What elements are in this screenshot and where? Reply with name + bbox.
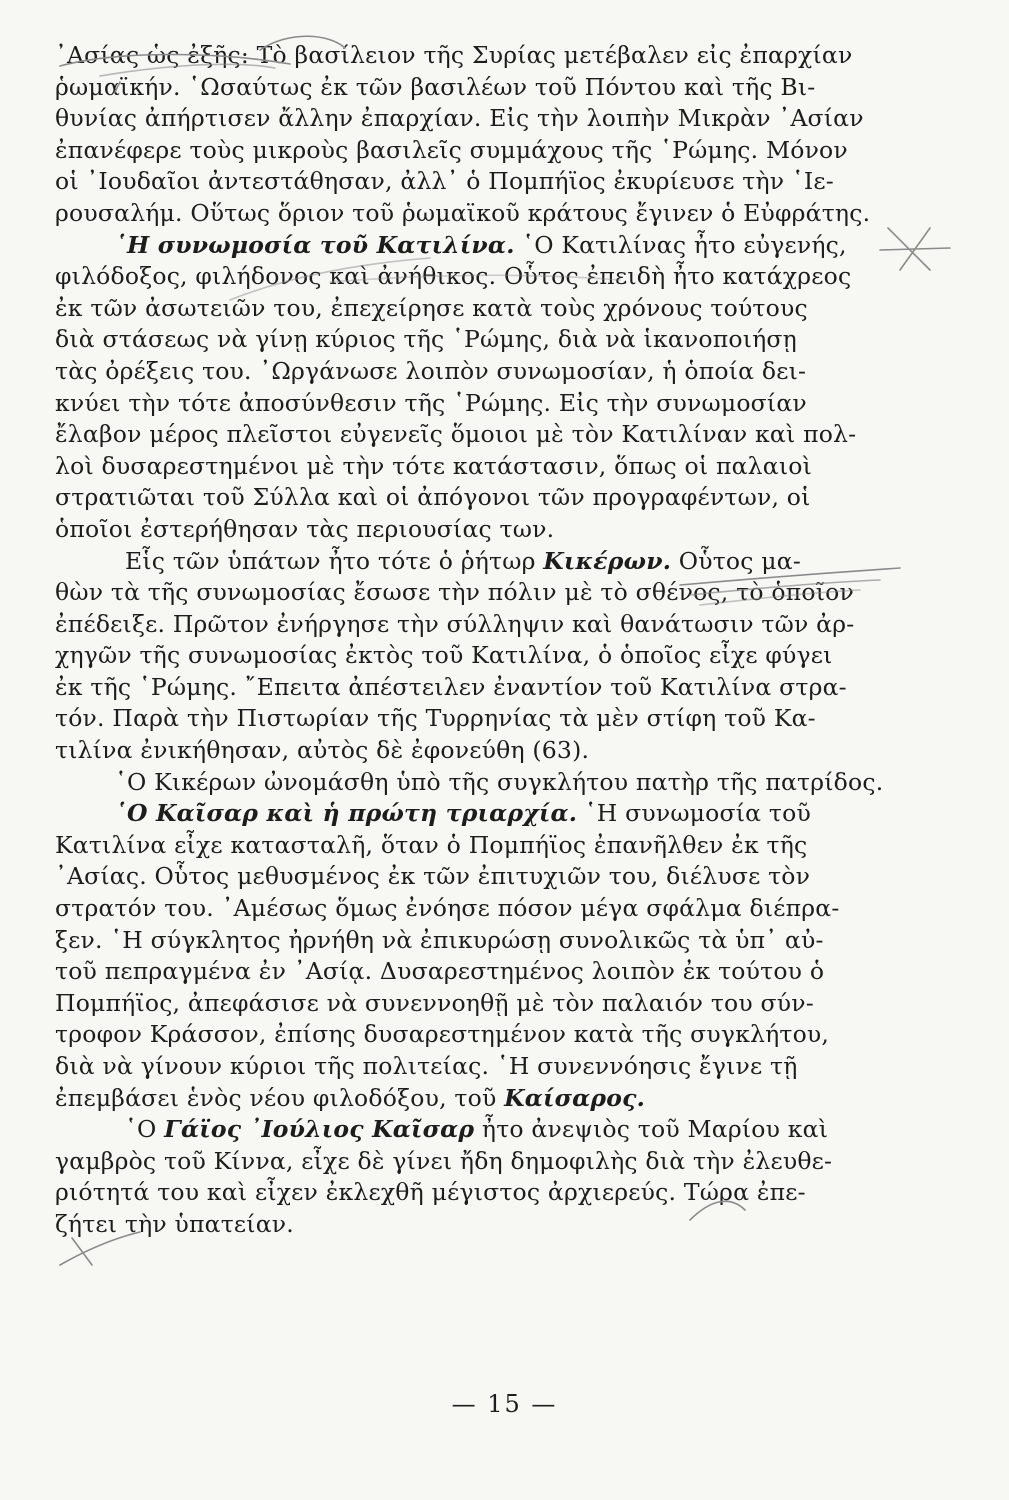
paragraph-start-line: [55, 546, 914, 578]
text-line: διὰ νὰ γίνουν κύριοι τῆς πολιτείας. ῾Η συνεννόησις ἔγινε τῇ: [55, 1052, 798, 1080]
text-line: ζήτει τὴν ὑπατείαν.: [55, 1209, 294, 1238]
text-line: στρατόν του. ᾽Αμέσως ὅμως ἐνόησε πόσον μέγα σφάλμα διέπρα-: [55, 894, 840, 923]
text-line: γαμβρὸς τοῦ Κίννα, εἶχε δὲ γίνει ἤδη δημοφιλὴς διὰ τὴν ἐλευθε-: [55, 1146, 833, 1175]
page-number: — 15 —: [451, 1390, 558, 1418]
text-line: τόν. Παρὰ τὴν Πιστωρίαν τῆς Τυρρηνίας τὰ μὲν στίφη τοῦ Κα-: [55, 704, 816, 733]
section-heading-catiline: ῾Η συνωμοσία τοῦ Κατιλίνα.: [115, 230, 515, 259]
text-line-with-emphasis: [55, 1083, 914, 1115]
text-line: λοὶ δυσαρεστημένοι μὲ τὴν τότε κατάστασιν, ὅπως οἱ παλαιοὶ: [55, 451, 813, 480]
text-fragment: ῾Ο Κατιλίνας ἦτο εὐγενής,: [514, 230, 847, 259]
text-line: ἐπανέφερε τοὺς μικροὺς βασιλεῖς συμμάχους τῆς ῾Ρώμης. Μόνον: [55, 135, 848, 164]
text-line: τροφον Κράσσον, ἐπίσης δυσαρεστημένον κατὰ τῆς συγκλήτου,: [55, 1020, 830, 1049]
text-line: τὰς ὀρέξεις του. ᾽Ωργάνωσε λοιπὸν συνωμοσίαν, ἡ ὁποία δει-: [55, 356, 807, 385]
text-fragment: Οὗτος μα-: [671, 546, 801, 575]
text-line: ῾Ο Κικέρων ὠνομάσθη ὑπὸ τῆς συγκλήτου πατὴρ τῆς πατρίδος.: [115, 767, 884, 796]
text-line: ῥωμαϊκήν. ῾Ωσαύτως ἐκ τῶν βασιλέων τοῦ Πόντου καὶ τῆς Βι-: [55, 72, 816, 101]
text-line: διὰ στάσεως νὰ γίνῃ κύριος τῆς ῾Ρώμης, διὰ νὰ ἱκανοποιήσῃ: [55, 325, 797, 354]
text-line: τιλίνα ἐνικήθησαν, αὐτὸς δὲ ἐφονεύθη (63).: [55, 736, 590, 765]
text-line: ἐκ τῆς ῾Ρώμης. ῎Επειτα ἀπέστειλεν ἐναντίον τοῦ Κατιλίνα στρα-: [55, 672, 847, 701]
text-line: φιλόδοξος, φιλήδονος καὶ ἀνήθικος. Οὗτος ἐπειδὴ ἦτο κατάχρεος: [55, 262, 852, 291]
text-line: οἱ ᾽Ιουδαῖοι ἀντεστάθησαν, ἀλλ᾽ ὁ Πομπήϊος ἐκυρίευσε τὴν ῾Ιε-: [55, 167, 834, 196]
text-line: θυνίας ἀπήρτισεν ἄλλην ἐπαρχίαν. Εἰς τὴν λοιπὴν Μικρὰν ᾽Ασίαν: [55, 104, 864, 133]
text-line: Πομπήϊος, ἀπεφάσισε νὰ συνεννοηθῇ μὲ τὸν παλαιόν του σύν-: [55, 988, 814, 1017]
text-line: κνύει τὴν τότε ἀποσύνθεσιν τῆς ῾Ρώμης. Εἰς τὴν συνωμοσίαν: [55, 388, 807, 417]
text-line: στρατιῶται τοῦ Σύλλα καὶ οἱ ἀπόγονοι τῶν προγραφέντων, οἱ: [55, 483, 811, 512]
text-line: ἐπέδειξε. Πρῶτον ἐνήργησε τὴν σύλληψιν καὶ θανάτωσιν τῶν ἀρ-: [55, 609, 855, 638]
text-fragment: ῾Η συνωμοσία τοῦ: [577, 799, 811, 828]
paragraph-start-line: [55, 1114, 914, 1146]
section-start-line: [55, 798, 914, 830]
text-line: ξεν. ῾Η σύγκλητος ἠρνήθη νὰ ἐπικυρώσῃ συνολικῶς τὰ ὑπ᾽ αὐ-: [55, 925, 824, 954]
text-line: ᾽Ασίας ὡς ἐξῆς: Τὸ βασίλειον τῆς Συρίας μετέβαλεν εἰς ἐπαρχίαν: [55, 41, 853, 69]
section-start-line: [55, 230, 914, 262]
text-line: θὼν τὰ τῆς συνωμοσίας ἔσωσε τὴν πόλιν μὲ τὸ σθένος, τὸ ὁποῖον: [55, 578, 854, 607]
text-line: χηγῶν τῆς συνωμοσίας ἐκτὸς τοῦ Κατιλίνα, ὁ ὁποῖος εἶχε φύγει: [55, 641, 833, 670]
emphasis-julius-caesar: Γάϊος ᾽Ιούλιος Καῖσαρ: [164, 1115, 475, 1144]
text-line: ᾽Ασίας. Οὗτος μεθυσμένος ἐκ τῶν ἐπιτυχιῶν του, διέλυσε τὸν: [55, 862, 811, 891]
section-heading-caesar: ῾Ο Καῖσαρ καὶ ἡ πρώτη τριαρχία.: [115, 799, 578, 828]
text-line: ριότητά του καὶ εἶχεν ἐκλεχθῆ μέγιστος ἀρχιερεύς. Τώρα ἐπε-: [55, 1178, 806, 1207]
text-fragment: ἐπεμβάσει ἑνὸς νέου φιλοδόξου, τοῦ: [55, 1083, 505, 1112]
emphasis-caesar: Καίσαρος.: [504, 1083, 646, 1112]
text-line: ἐκ τῶν ἀσωτειῶν του, ἐπεχείρησε κατὰ τοὺς χρόνους τούτους: [55, 293, 808, 322]
emphasis-cicero: Κικέρων.: [543, 546, 672, 575]
text-fragment: ῾Ο: [125, 1115, 165, 1144]
text-line: τοῦ πεπραγμένα ἐν ᾽Ασίᾳ. Δυσαρεστημένος λοιπὸν ἐκ τούτου ὁ: [55, 957, 825, 986]
text-line: ἔλαβον μέρος πλεῖστοι εὐγενεῖς ὅμοιοι μὲ τὸν Κατιλίναν καὶ πολ-: [55, 420, 857, 449]
text-fragment: Εἷς τῶν ὑπάτων ἦτο τότε ὁ ῥήτωρ: [125, 546, 544, 575]
text-line: Κατιλίνα εἶχε κατασταλῆ, ὅταν ὁ Πομπήϊος ἐπανῆλθεν ἐκ τῆς: [55, 830, 808, 859]
text-line: ρουσαλήμ. Οὕτως ὅριον τοῦ ῥωμαϊκοῦ κράτους ἔγινεν ὁ Εὐφράτης.: [55, 198, 871, 227]
text-line: ὁποῖοι ἐστερήθησαν τὰς περιουσίας των.: [55, 514, 555, 543]
text-fragment: ἦτο ἀνεψιὸς τοῦ Μαρίου καὶ: [474, 1115, 829, 1144]
body-text: [55, 40, 914, 1241]
